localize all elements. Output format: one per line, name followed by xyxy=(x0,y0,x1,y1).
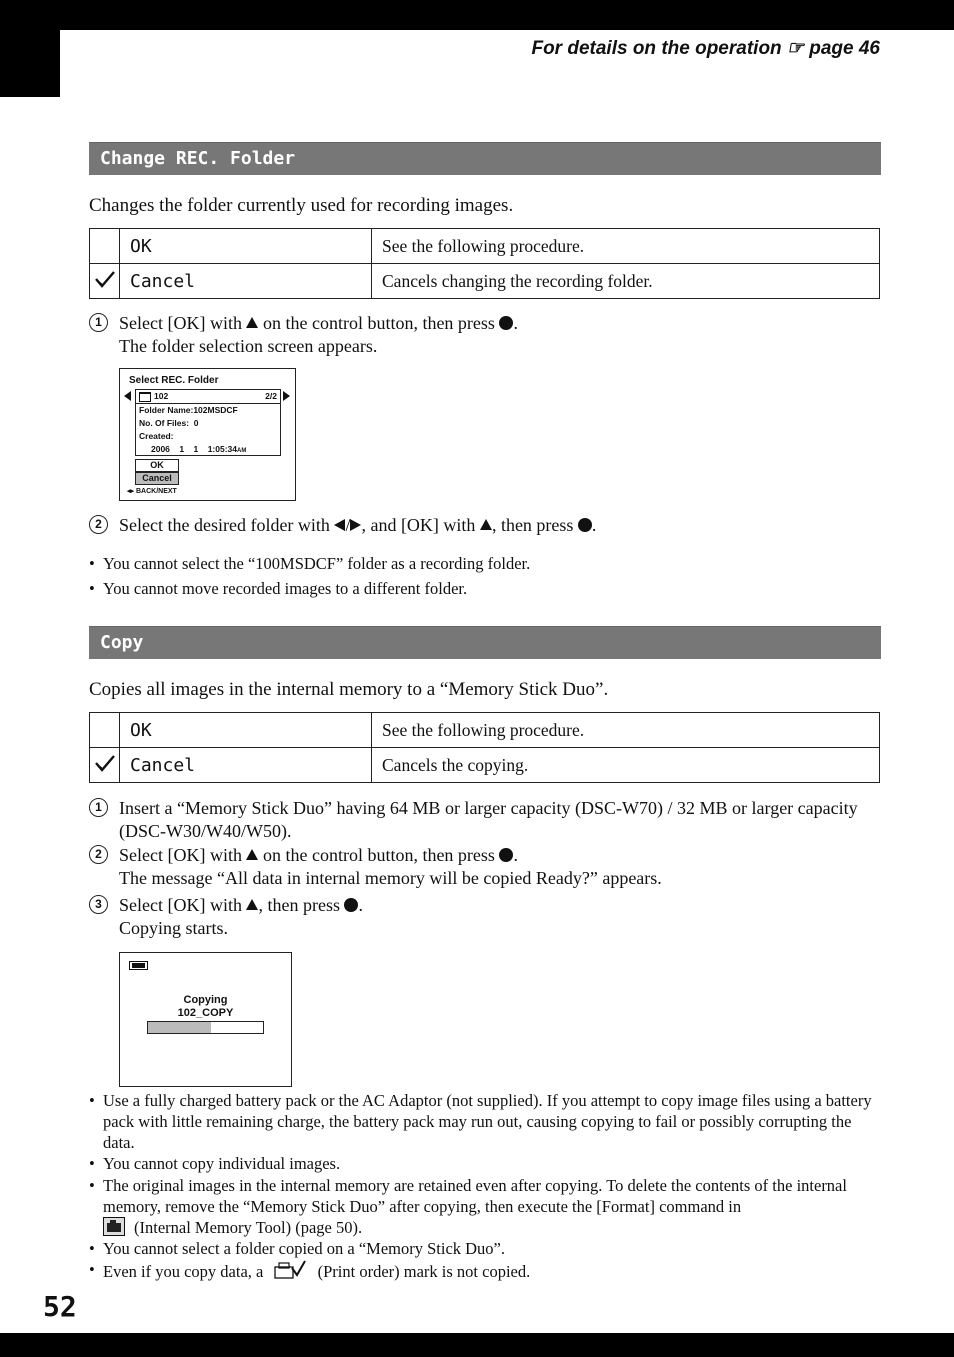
center-button-icon xyxy=(344,898,358,912)
section-intro: Changes the folder currently used for recording images. xyxy=(89,195,514,216)
step-number: 1 xyxy=(89,798,108,817)
section-title-bar xyxy=(89,626,881,659)
check-cell xyxy=(90,229,120,264)
step-number: 2 xyxy=(89,845,108,864)
battery-icon xyxy=(129,961,148,970)
option-row-ok xyxy=(90,713,880,748)
step-1: 1 Select [OK] with on the control button, then press . The folder selection screen appears. xyxy=(89,312,889,362)
copy-progress-bar xyxy=(147,1021,264,1034)
up-triangle-icon xyxy=(480,519,492,530)
step-number: 1 xyxy=(89,313,108,332)
folder-page: 2/2 xyxy=(265,391,277,401)
section-intro: Copies all images in the internal memory to a “Memory Stick Duo”. xyxy=(89,679,609,700)
section-title-bar xyxy=(89,142,881,175)
folder-info-box xyxy=(135,389,281,456)
up-triangle-icon xyxy=(246,849,258,860)
corner-tab xyxy=(0,30,60,97)
page-number: 52 xyxy=(43,1290,77,1323)
right-arrow-icon[interactable] xyxy=(283,391,290,401)
options-table xyxy=(89,712,880,783)
option-description: See the following procedure. xyxy=(372,229,880,264)
check-cell xyxy=(90,748,120,783)
center-button-icon xyxy=(499,316,513,330)
option-label: Cancel xyxy=(120,264,372,299)
copying-screen xyxy=(119,952,292,1087)
option-label: Cancel xyxy=(120,748,372,783)
file-count: No. Of Files: 0 xyxy=(139,418,199,428)
internal-memory-tool-icon xyxy=(103,1217,125,1236)
folder-number: 102 xyxy=(154,391,169,401)
copying-message: Copying 102_COPY xyxy=(177,994,234,1019)
default-check-icon xyxy=(94,753,116,773)
center-button-icon xyxy=(499,848,513,862)
note-item: • You cannot copy individual images. xyxy=(89,1154,341,1173)
created-label: Created: xyxy=(139,431,174,441)
header-reference: For details on the operation ☞ page 46 xyxy=(531,38,880,59)
note-item: • You cannot select a folder copied on a “Memory Stick Duo”. xyxy=(89,1239,506,1258)
note-item: • You cannot select the “100MSDCF” folder as a recording folder. xyxy=(89,554,531,573)
option-row-cancel xyxy=(90,264,880,299)
left-arrow-icon[interactable] xyxy=(124,391,131,401)
folder-header[interactable] xyxy=(136,390,280,404)
option-description: Cancels the copying. xyxy=(372,748,880,783)
option-description: See the following procedure. xyxy=(372,713,880,748)
note-item: • Even if you copy data, a (Print order) mark is not copied. xyxy=(89,1260,531,1281)
bottom-black-bar xyxy=(0,1333,954,1357)
check-cell xyxy=(90,264,120,299)
folder-select-screen xyxy=(119,368,296,501)
option-row-cancel xyxy=(90,748,880,783)
back-next-hint: ◂▸ BACK/NEXT xyxy=(127,488,177,495)
folder-icon xyxy=(139,392,151,402)
up-triangle-icon xyxy=(246,899,258,910)
option-description: Cancels changing the recording folder. xyxy=(372,264,880,299)
section-title: Copy xyxy=(100,632,144,653)
option-label: OK xyxy=(120,713,372,748)
note-item: • The original images in the internal memory are retained even after copying. To delete the contents of the internal memory, remove the “Memory Stick Duo” after copying, then execute the [Format] command in (Internal Memory Tool) (page 50). xyxy=(89,1176,847,1237)
left-triangle-icon xyxy=(334,519,345,531)
option-label: OK xyxy=(120,229,372,264)
created-date: 2006 1 1 1:05:34AM xyxy=(151,444,247,454)
default-check-icon xyxy=(94,269,116,289)
note-item: • You cannot move recorded images to a different folder. xyxy=(89,579,468,598)
progress-fill xyxy=(148,1022,211,1033)
step-number: 3 xyxy=(89,895,108,914)
folder-name: Folder Name:102MSDCF xyxy=(139,405,238,415)
step-2: 2 Select [OK] with on the control button, then press . The message “All data in internal memory will be copied Ready?” appears. xyxy=(89,844,889,890)
center-button-icon xyxy=(578,518,592,532)
step-3: 3 Select [OK] with , then press . Copying starts. xyxy=(89,894,889,940)
up-triangle-icon xyxy=(246,317,258,328)
step-1: 1 Insert a “Memory Stick Duo” having 64 MB or larger capacity (DSC-W70) / 32 MB or larger capacity (DSC-W30/W40/W50). xyxy=(89,797,889,843)
screen-ok-button[interactable]: OK xyxy=(135,459,179,472)
screen-cancel-button[interactable]: Cancel xyxy=(135,472,179,485)
step-number: 2 xyxy=(89,515,108,534)
right-triangle-icon xyxy=(350,519,361,531)
option-row-ok xyxy=(90,229,880,264)
screen-title: Select REC. Folder xyxy=(129,375,219,386)
section-title: Change REC. Folder xyxy=(100,148,296,169)
top-black-bar xyxy=(0,0,954,30)
check-cell xyxy=(90,713,120,748)
options-table xyxy=(89,228,880,299)
print-order-icon xyxy=(273,1259,307,1281)
note-item: • Use a fully charged battery pack or the AC Adaptor (not supplied). If you attempt to copy image files using a battery pack with little remaining charge, the battery pack may run out, causing copying to fail or possibly corrupting the data. xyxy=(89,1091,872,1152)
